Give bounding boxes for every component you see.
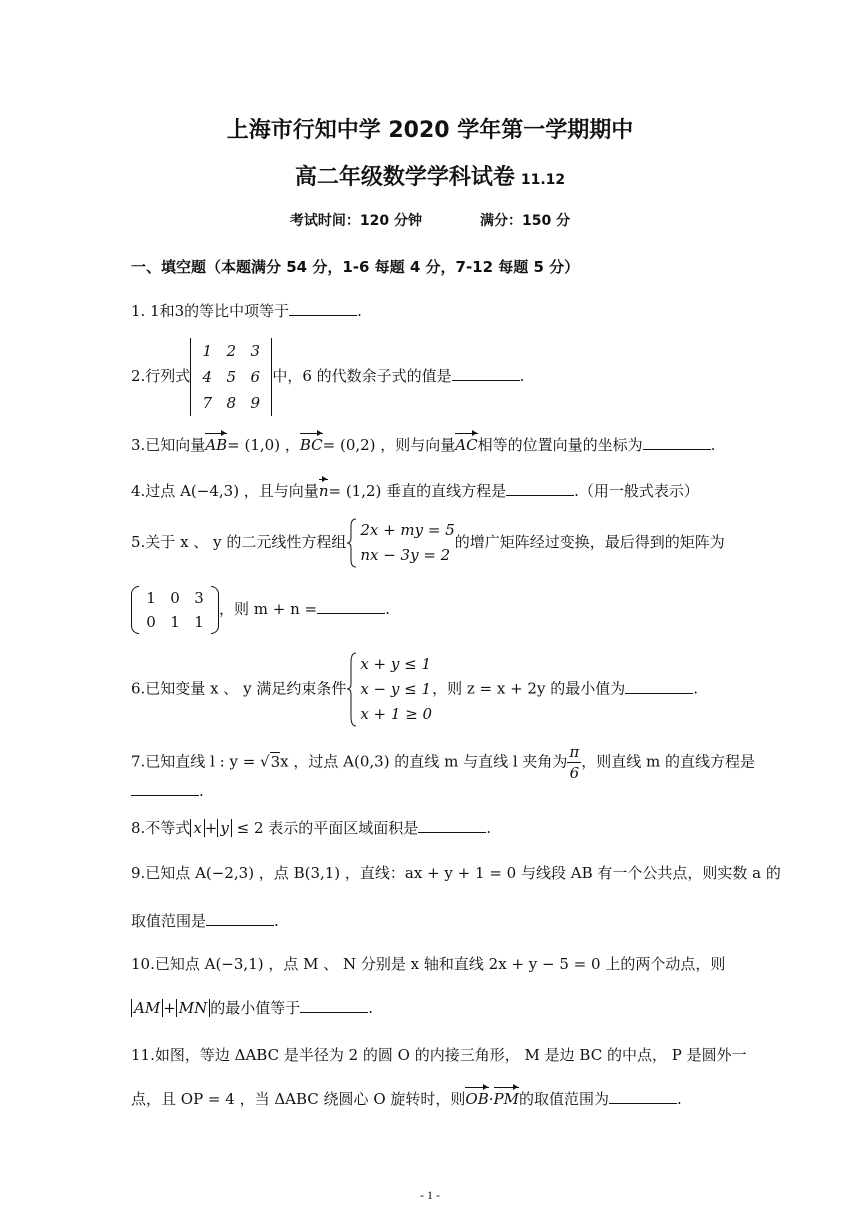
- question-2-prefix: 2.行列式: [131, 367, 191, 385]
- question-11-text: 的取值范围为: [518, 1090, 609, 1108]
- question-3: [131, 434, 715, 455]
- constraint-line: x + 1 ≥ 0: [360, 705, 433, 723]
- question-10-end: .: [368, 999, 374, 1017]
- augmented-matrix: [131, 586, 219, 634]
- exam-meta: [0, 210, 860, 230]
- question-9-text: 9.已知点 A(−2,3) ，点 B(3,1) ，直线：ax + y + 1 = 0 与线段 AB 有一个公共点，则实数 a 的: [131, 864, 781, 882]
- question-7-text: x ，过点 A(0,3) 的直线 m 与直线 l 夹角为: [280, 752, 568, 771]
- question-5-end: .: [385, 600, 390, 618]
- question-6: [131, 652, 698, 727]
- question-10: [131, 953, 725, 974]
- matrix-cell: 1: [194, 613, 204, 631]
- question-8-end: .: [486, 819, 492, 837]
- exam-title-subject: 高二年级数学学科试卷: [294, 165, 515, 190]
- answer-blank: [300, 1000, 368, 1013]
- det-cell: 3: [250, 342, 261, 360]
- question-7-text: 7.已知直线 l : y =: [131, 752, 256, 771]
- exam-title-line2: [0, 160, 860, 191]
- question-3-end: .: [710, 436, 716, 454]
- vector-bc: BC: [299, 436, 323, 454]
- question-11-text: 11.如图，等边 ΔABC 是半径为 2 的圆 O 的内接三角形， M 是边 BC 的中点， P 是圆外一: [131, 1046, 747, 1064]
- question-11-text: 点，且 OP = 4 ，当 ΔABC 绕圆心 O 旋转时，则: [131, 1090, 466, 1108]
- sqrt-radicand: 3: [270, 752, 281, 771]
- vector-ob: OB: [465, 1090, 489, 1108]
- constraint-line: x − y ≤ 1: [360, 680, 432, 698]
- fraction-numerator: π: [569, 743, 580, 761]
- answer-blank: [131, 783, 199, 796]
- question-7-cont: [131, 782, 204, 800]
- exam-score: 满分：150 分: [480, 213, 571, 229]
- question-8: [131, 817, 491, 838]
- question-9-end: .: [274, 912, 279, 930]
- constraint-line: x + y ≤ 1: [360, 655, 432, 673]
- matrix-cell: 0: [146, 613, 156, 631]
- det-cell: 2: [226, 342, 237, 360]
- abs-x: x: [190, 819, 204, 837]
- question-9-text: 取值范围是: [131, 912, 207, 930]
- question-5-text: 的增广矩阵经过变换，最后得到的矩阵为: [454, 533, 725, 551]
- question-11-cont: [131, 1088, 682, 1109]
- question-3-text: 相等的位置向量的坐标为: [477, 436, 643, 454]
- answer-blank: [452, 368, 520, 381]
- question-1-text: 1. 1和3的等比中项等于: [131, 302, 290, 320]
- equation-line: nx − 3y = 2: [360, 546, 451, 564]
- question-4-text: 4.过点 A(−4,3) ，且与向量: [131, 482, 319, 500]
- plus-sign: +: [204, 819, 218, 837]
- question-7: 7.已知直线 l : y = √3x ，过点 A(0,3) 的直线 m 与直线 l 夹角为 $\frac{\pi}{6}$ ，则直线 m 的直线方程是: [131, 743, 756, 782]
- vector-ac: AC: [455, 436, 478, 454]
- question-6-text: ，则 z = x + 2y 的最小值为: [432, 679, 626, 698]
- question-11: [131, 1044, 747, 1065]
- abs-y: y: [217, 819, 231, 837]
- question-7-text: ，则直线 m 的直线方程是: [581, 752, 756, 771]
- left-brace-icon: [346, 518, 358, 568]
- fraction-denominator: 6: [569, 764, 580, 782]
- question-2-text: 中，6 的代数余子式的值是: [272, 367, 452, 385]
- vector-n: n: [318, 482, 329, 500]
- det-cell: 5: [226, 368, 237, 386]
- exam-time: 考试时间：120 分钟: [289, 213, 422, 229]
- determinant: [190, 338, 272, 416]
- det-cell: 7: [202, 394, 213, 412]
- question-2: [131, 338, 524, 416]
- question-10-text: 10.已知点 A(−3,1) ，点 M 、 N 分别是 x 轴和直线 2x + y − 5 = 0 上的两个动点，则: [131, 955, 726, 973]
- constraint-system: [346, 652, 432, 727]
- question-10-text: 的最小值等于: [210, 999, 301, 1017]
- plus-sign: +: [163, 999, 176, 1017]
- question-3-text: = (1,0) ，: [227, 436, 300, 454]
- question-4: [131, 480, 699, 501]
- question-8-text: ≤ 2 表示的平面区域面积是: [236, 819, 419, 837]
- question-2-end: .: [519, 367, 525, 385]
- abs-mn: MN: [176, 999, 210, 1017]
- det-cell: 6: [250, 368, 261, 386]
- question-3-text: = (0,2) ，则与向量: [322, 436, 456, 454]
- answer-blank: [609, 1091, 677, 1104]
- exam-title-line1: 上海市行知中学 2020 学年第一学期期中: [226, 118, 634, 143]
- page-number: - 1 -: [420, 1188, 440, 1202]
- question-6-end: .: [693, 679, 699, 698]
- question-5-cont: [131, 586, 390, 634]
- matrix-cell: 3: [194, 589, 204, 607]
- question-1: [131, 300, 362, 321]
- question-11-end: .: [676, 1090, 682, 1108]
- exam-date: 11.12: [520, 172, 566, 188]
- answer-blank: [418, 820, 486, 833]
- question-10-cont: [131, 997, 373, 1018]
- question-1-end: .: [357, 302, 362, 320]
- equation-system: [346, 518, 454, 568]
- question-5-text: 5.关于 x 、 y 的二元线性方程组: [131, 533, 347, 551]
- vector-ab: AB: [205, 436, 228, 454]
- question-4-end: .（用一般式表示）: [574, 482, 699, 500]
- question-7-end: .: [199, 782, 204, 800]
- question-8-text: 8.不等式: [131, 819, 191, 837]
- abs-am: AM: [131, 999, 163, 1017]
- vector-pm: PM: [493, 1090, 519, 1108]
- det-cell: 1: [202, 342, 213, 360]
- left-brace-icon: [346, 652, 358, 727]
- question-9: [131, 862, 781, 883]
- question-9-cont: [131, 910, 279, 931]
- fraction: [567, 742, 581, 783]
- answer-blank: [506, 483, 574, 496]
- question-3-text: 3.已知向量: [131, 436, 206, 454]
- answer-blank: [643, 437, 711, 450]
- question-5: [131, 518, 725, 568]
- dot-operator: ·: [488, 1090, 494, 1108]
- det-cell: 9: [250, 394, 261, 412]
- question-5-text: ，则 m + n =: [219, 600, 318, 618]
- det-cell: 8: [226, 394, 237, 412]
- answer-blank: [317, 601, 385, 614]
- section-heading: 一、填空题（本题满分 54 分，1-6 每题 4 分，7-12 每题 5 分）: [131, 258, 580, 276]
- det-cell: 4: [202, 368, 213, 386]
- answer-blank: [625, 681, 693, 694]
- answer-blank: [206, 913, 274, 926]
- matrix-cell: 0: [170, 589, 180, 607]
- question-4-text: = (1,2) 垂直的直线方程是: [328, 482, 507, 500]
- question-6-text: 6.已知变量 x 、 y 满足约束条件: [131, 679, 347, 698]
- equation-line: 2x + my = 5: [360, 521, 455, 539]
- matrix-cell: 1: [146, 589, 156, 607]
- matrix-cell: 1: [170, 613, 180, 631]
- answer-blank: [289, 303, 357, 316]
